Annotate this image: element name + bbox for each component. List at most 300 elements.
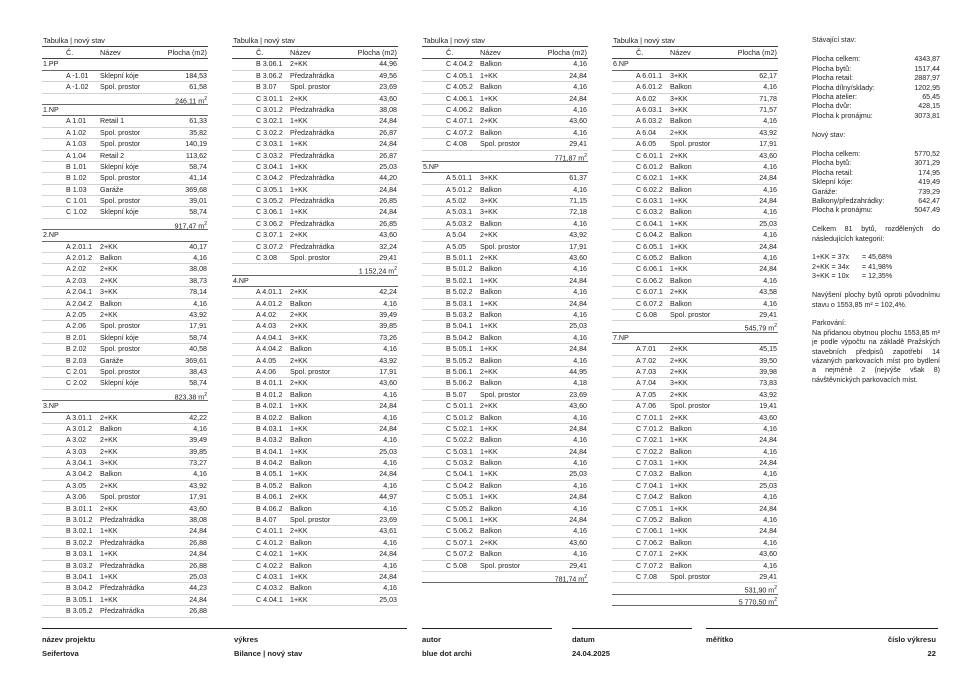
table-row [42,71,208,82]
row-spacer [232,116,256,126]
room-number: A 5.02 [446,197,467,206]
row-spacer [612,469,636,479]
room-name: Balkon [290,345,312,354]
table-row [232,424,398,435]
room-area: 38,43 [189,367,207,376]
room-number: A 2.02 [66,265,87,274]
room-area: 43,60 [759,413,777,422]
room-number: A 2.03 [66,276,87,285]
room-area: 24,84 [759,265,777,274]
room-number: C 5.03.1 [446,447,473,456]
table-row [612,207,778,218]
table-row [612,173,778,184]
total-unit-exponent: 2 [774,585,777,592]
date-value: 24.04.2025 [572,649,611,658]
row-spacer [612,94,636,104]
room-area: 61,33 [189,117,207,126]
table-row [42,504,208,515]
room-number: A 6.01.1 [636,71,663,80]
room-area: 73,83 [759,379,777,388]
room-name: Balkon [480,481,502,490]
summary-label: Garáže: [812,187,838,196]
room-area: 4,16 [193,424,207,433]
table-row [42,561,208,572]
room-number: C 4.02.2 [256,561,283,570]
room-name: 2+KK [670,288,688,297]
room-name: Balkon [100,470,122,479]
room-number: B 3.05.1 [66,595,93,604]
room-number: B 4.04.2 [256,459,283,468]
row-spacer [422,207,446,217]
row-spacer [42,549,66,559]
table-row [232,196,398,207]
footer-rule [42,628,407,629]
row-spacer [232,59,256,69]
room-area: 4,16 [573,185,587,194]
room-number: A 3.02 [66,436,87,445]
table-row [232,207,398,218]
room-number: A 4.04.1 [256,333,283,342]
room-number: A 7.04 [636,379,657,388]
row-spacer [612,561,636,571]
summary-panel [812,36,940,385]
summary-line [812,84,940,93]
category-list [812,253,940,281]
summary-value: 3071,29 [914,159,940,168]
table-row [422,333,588,344]
room-area: 24,84 [569,424,587,433]
row-spacer [232,94,256,104]
row-spacer [42,139,66,149]
table-row [42,515,208,526]
room-name: Předzahrádka [100,584,145,593]
room-area: 26,87 [379,128,397,137]
room-number: C 7.06.2 [636,538,663,547]
room-number: C 6.05.2 [636,254,663,263]
room-number: C 4.05.1 [446,71,473,80]
floor-total [42,94,208,105]
table-row [422,538,588,549]
room-number: C 7.05.2 [636,516,663,525]
room-name: Retail 2 [100,151,125,160]
row-spacer [42,378,66,388]
room-name: Předzahrádka [290,197,335,206]
room-number: C 3.01.2 [256,105,283,114]
category-percent: = 41,98% [862,262,893,271]
room-name: Balkon [480,527,502,536]
room-number: B 4.06.2 [256,504,283,513]
table-row [422,492,588,503]
table-row [42,378,208,389]
room-area: 24,84 [379,140,397,149]
room-area: 26,85 [379,197,397,206]
room-area: 26,88 [189,607,207,616]
row-spacer [612,492,636,502]
row-spacer [612,207,636,217]
table-row [42,356,208,367]
room-name: Balkon [480,504,502,513]
table-row [422,139,588,150]
drawing-number-label: číslo výkresu [887,635,936,644]
floor-label: 3.NP [42,401,208,412]
room-name: 1+KK [480,424,498,433]
room-name: Spol. prostor [670,311,711,319]
table-row [232,458,398,469]
room-name: 2+KK [290,94,308,103]
room-number: B 4.03.2 [256,436,283,445]
scale-label: měřítko [706,635,734,644]
row-spacer [232,356,256,366]
room-name: 1+KK [480,94,498,103]
table-row [42,492,208,503]
room-number: B 3.01.1 [66,504,93,513]
table-row [422,447,588,458]
room-number: C 5.06.1 [446,516,473,525]
table-header-row [612,47,778,59]
summary-line [812,93,940,102]
parking-text: Na přidanou obytnou plochu 1553,85 m² je podle výpočtu na základě Pražských stavebních předpisů zapotřebí 14 vázaných parkovacích míst pro bydlení a nejméně 2 (nejvýše však 8) návštěvnických parkovacích míst. [812,328,940,384]
table-row [612,367,778,378]
table-row [612,413,778,424]
room-number: A 2.01.1 [66,242,93,251]
drawing-number-value: 22 [927,649,936,658]
room-number: B 3.03.1 [66,550,93,559]
table-column-3 [422,36,588,583]
table-row [612,378,778,389]
row-spacer [232,71,256,81]
room-area: 4,16 [573,128,587,137]
room-name: 2+KK [290,231,308,240]
room-area: 25,03 [759,219,777,228]
table-row [232,321,398,332]
room-number: B 5.04.1 [446,322,473,331]
room-number: C 6.04.2 [636,231,663,240]
room-number: B 3.04.2 [66,584,93,593]
room-name: 3+KK [670,105,688,114]
table-row [612,196,778,207]
room-name: 2+KK [480,402,498,411]
drawing-value: Bilance | nový stav [234,649,303,658]
total-value: 917,47 m [174,222,205,231]
row-spacer [612,71,636,81]
room-area: 4,16 [763,516,777,525]
row-spacer [612,173,636,183]
room-area: 43,92 [569,231,587,240]
room-name: Balkon [670,516,692,525]
room-name: 2+KK [290,288,308,297]
room-area: 61,58 [189,83,207,92]
row-spacer [612,367,636,377]
header-area: Plocha (m2) [547,48,587,58]
units-text: Celkem 81 bytů, rozdělených do následujících kategorií: [812,225,940,243]
room-area: 38,08 [189,265,207,274]
room-area: 17,91 [379,367,397,376]
room-name: 3+KK [670,71,688,80]
room-number: A 3.04.2 [66,470,93,479]
total-value: 531,90 m [744,586,775,595]
row-spacer [612,253,636,263]
room-number: C 7.02.1 [636,436,663,445]
room-name: Předzahrádka [290,105,335,114]
room-name: 1+KK [100,572,118,581]
row-spacer [42,435,66,445]
floor-total [612,595,778,606]
room-number: C 6.07.1 [636,288,663,297]
room-area: 4,16 [383,390,397,399]
room-area: 29,41 [759,572,777,581]
header-number: Č. [446,48,454,58]
table-row [232,333,398,344]
table-row [422,413,588,424]
row-spacer [612,82,636,92]
table-row [232,105,398,116]
room-name: 3+KK [290,333,308,342]
room-area: 39,01 [189,197,207,206]
table-row [612,356,778,367]
room-area: 26,88 [189,561,207,570]
table-row [42,595,208,606]
room-number: A 7.02 [636,356,657,365]
row-spacer [612,310,636,320]
row-spacer [232,310,256,320]
row-spacer [232,287,256,297]
row-spacer [232,321,256,331]
row-spacer [422,264,446,274]
row-spacer [422,435,446,445]
row-spacer [612,401,636,411]
room-name: 1+KK [290,185,308,194]
room-name: 2+KK [100,447,118,456]
room-number: C 5.05.1 [446,493,473,502]
total-value: 781,74 m [554,575,585,584]
row-spacer [422,310,446,320]
room-name: Balkon [480,105,502,114]
room-number: A 3.03 [66,447,87,456]
room-area: 44,20 [379,174,397,183]
total-unit-exponent: 2 [774,323,777,330]
table-row [422,526,588,537]
room-name: 2+KK [290,311,308,319]
room-number: B 4.01.2 [256,390,283,399]
room-area: 78,14 [189,288,207,297]
room-name: Balkon [480,356,502,365]
room-area: 39,49 [379,311,397,319]
room-name: Předzahrádka [100,516,145,525]
room-number: A 7.05 [636,390,657,399]
row-spacer [232,378,256,388]
category-line [812,253,940,262]
summary-line [812,169,940,178]
room-number: C 5.04.1 [446,470,473,479]
room-number: C 7.08 [636,572,657,581]
room-area: 4,16 [763,231,777,240]
table-row [612,185,778,196]
room-name: Balkon [100,424,122,433]
room-number: B 5.03.2 [446,311,473,319]
room-area: 43,92 [759,390,777,399]
table-row [612,299,778,310]
row-spacer [232,242,256,252]
row-spacer [422,458,446,468]
row-spacer [232,458,256,468]
row-spacer [422,481,446,491]
room-name: Předzahrádka [100,561,145,570]
header-spacer [612,47,636,58]
row-spacer [422,561,446,571]
room-number: B 5.05.1 [446,345,473,354]
row-spacer [232,253,256,263]
table-row [612,276,778,287]
header-area: Plocha (m2) [357,48,397,58]
room-area: 43,60 [379,231,397,240]
room-name: Balkon [290,413,312,422]
room-area: 35,82 [189,128,207,137]
room-number: B 4.05.1 [256,470,283,479]
summary-line [812,150,940,159]
room-area: 4,16 [383,538,397,547]
row-spacer [422,173,446,183]
category-percent: = 12,35% [862,272,893,281]
room-name: Balkon [480,60,502,69]
summary-label: Plocha k pronájmu: [812,206,873,215]
room-area: 25,03 [569,470,587,479]
room-number: B 3.01.2 [66,516,93,525]
room-area: 43,92 [759,128,777,137]
room-area: 43,60 [379,94,397,103]
room-area: 43,60 [759,151,777,160]
room-area: 4,16 [763,561,777,570]
room-area: 19,41 [759,402,777,411]
table-row [422,230,588,241]
footer-rule [422,628,552,629]
table-row [232,595,398,606]
room-number: C 4.04.2 [446,60,473,69]
table-row [612,538,778,549]
table-row [232,82,398,93]
room-name: Spol. prostor [100,197,141,206]
table-row [422,82,588,93]
room-name: 1+KK [670,242,688,251]
room-name: 2+KK [290,527,308,536]
room-number: A 5.03.1 [446,208,473,217]
row-spacer [232,595,256,605]
room-name: 3+KK [100,288,118,297]
row-spacer [612,572,636,582]
room-name: Balkon [670,447,692,456]
room-area: 4,16 [573,333,587,342]
room-area: 24,84 [379,470,397,479]
row-spacer [42,321,66,331]
summary-line [812,188,940,197]
row-spacer [422,378,446,388]
room-number: B 3.04.1 [66,572,93,581]
room-area: 44,97 [379,493,397,502]
table-row [422,242,588,253]
room-area: 32,24 [379,242,397,251]
row-spacer [422,71,446,81]
room-name: 1+KK [670,527,688,536]
floor-total [42,390,208,401]
room-area: 43,60 [189,504,207,513]
table-title: Tabulka | nový stav [422,36,588,47]
row-spacer [232,162,256,172]
floor-label: 1.PP [42,59,208,70]
row-spacer [612,242,636,252]
row-spacer [42,526,66,536]
room-number: C 5.01.1 [446,402,473,411]
row-spacer [422,276,446,286]
table-row [42,207,208,218]
room-area: 24,84 [569,345,587,354]
room-name: 2+KK [100,311,118,319]
row-spacer [422,344,446,354]
room-name: 1+KK [290,162,308,171]
room-name: 2+KK [100,481,118,490]
room-area: 39,50 [759,356,777,365]
row-spacer [612,105,636,115]
table-row [42,151,208,162]
room-name: 2+KK [100,413,118,422]
room-name: Balkon [480,288,502,297]
table-row [612,151,778,162]
room-area: 4,16 [573,311,587,319]
room-area: 24,84 [759,174,777,183]
room-area: 4,16 [763,424,777,433]
room-name: 2+KK [670,390,688,399]
row-spacer [232,299,256,309]
increase-text: Navýšení plochy bytů oproti původnímu stavu o 1553,85 m² = 102,4%. [812,291,940,309]
summary-value: 5770,52 [914,150,940,159]
table-row [232,447,398,458]
room-name: Sklepní kóje [100,208,139,217]
summary-label: Plocha celkem: [812,150,861,159]
room-number: B 1.01 [66,162,87,171]
room-name: 1+KK [290,572,308,581]
room-area: 39,85 [189,447,207,456]
room-number: C 3.05.1 [256,185,283,194]
floor-label: 2.NP [42,230,208,241]
total-unit-exponent: 2 [774,596,777,603]
room-name: Spol. prostor [290,254,331,263]
summary-line [812,159,940,168]
room-area: 24,84 [379,185,397,194]
table-row [612,264,778,275]
row-spacer [422,287,446,297]
header-name: Název [290,48,311,58]
floor-label: 6.NP [612,59,778,70]
room-number: B 5.02.1 [446,276,473,285]
table-row [232,299,398,310]
room-name: Předzahrádka [100,607,145,616]
room-area: 26,85 [379,219,397,228]
row-spacer [42,82,66,92]
table-row [422,185,588,196]
room-area: 4,16 [383,413,397,422]
room-area: 4,16 [573,356,587,365]
summary-line [812,197,940,206]
row-spacer [422,413,446,423]
row-spacer [422,196,446,206]
room-area: 38,73 [189,276,207,285]
room-number: A 2.04.2 [66,299,93,308]
new-state-list [812,150,940,216]
room-area: 24,84 [759,197,777,206]
row-spacer [42,481,66,491]
table-row [422,458,588,469]
table-row [422,515,588,526]
total-unit-exponent: 2 [204,391,207,398]
room-number: B 4.05.2 [256,481,283,490]
